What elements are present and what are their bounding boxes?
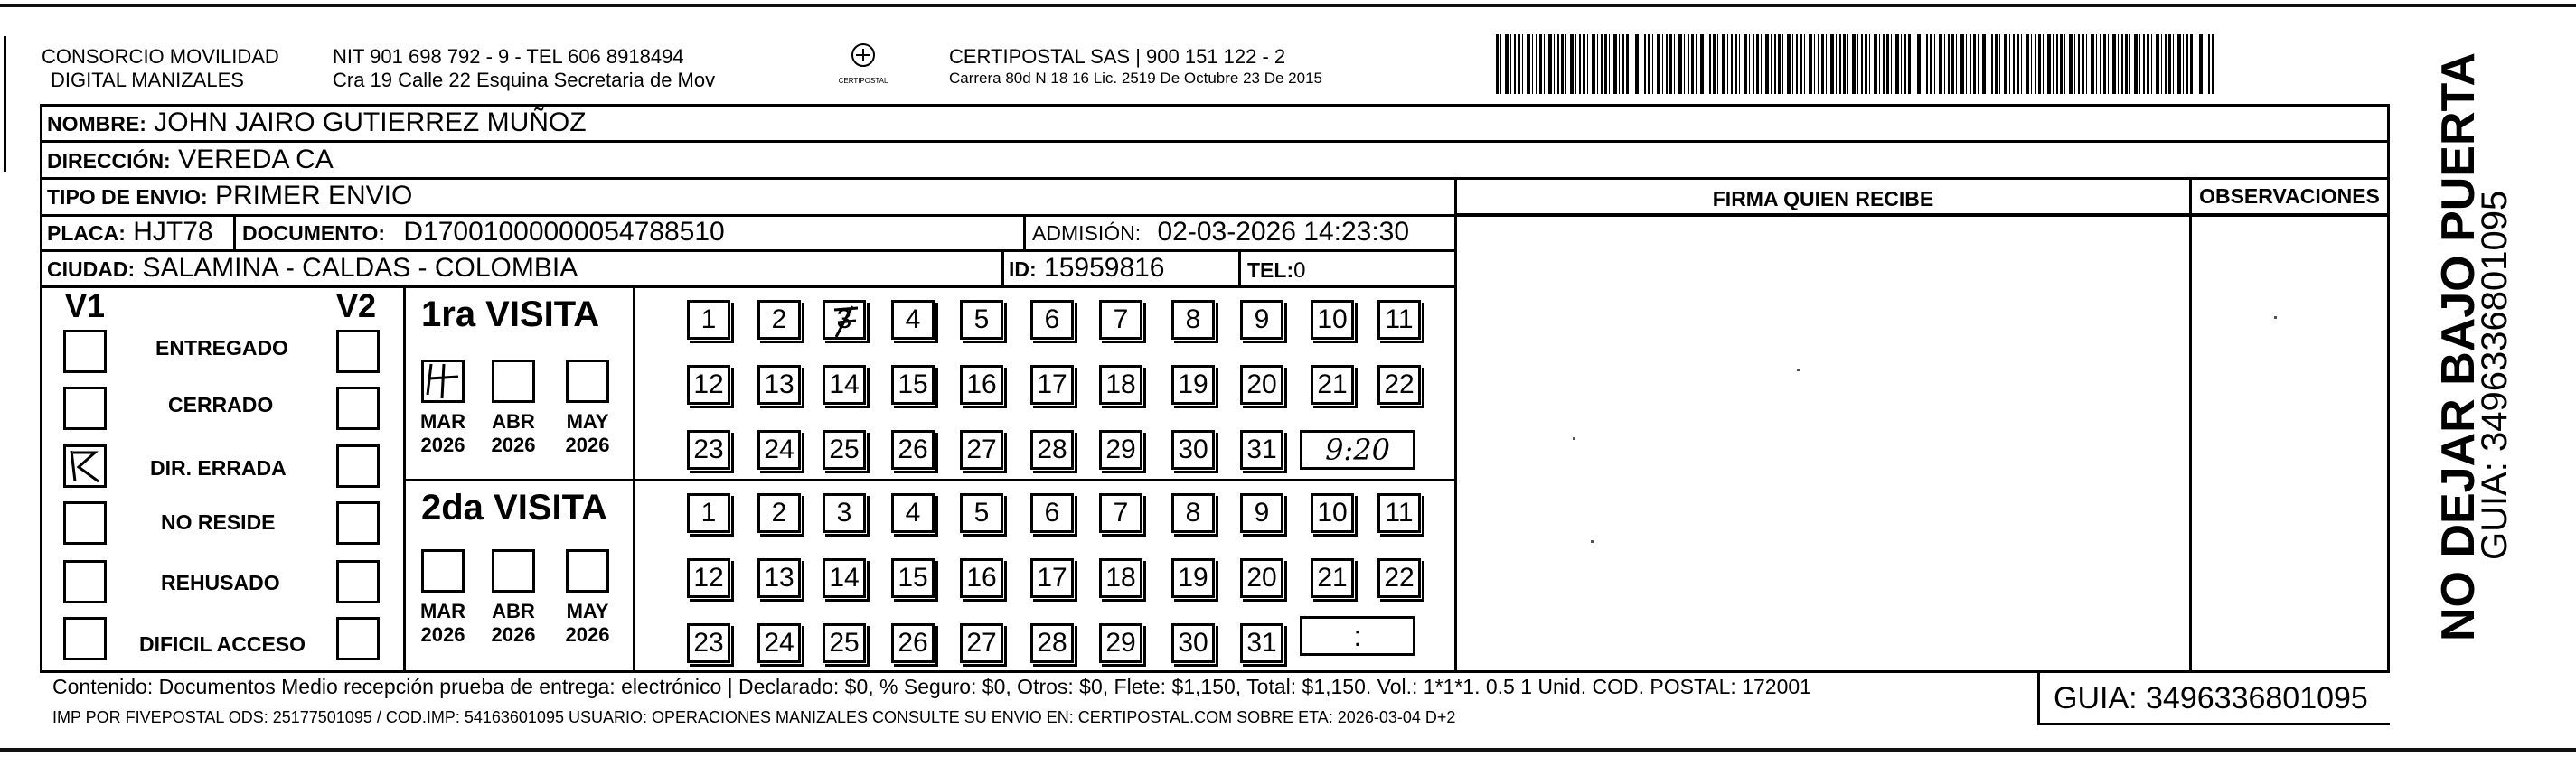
day-number: 29: [1105, 628, 1136, 658]
guia-bottom-line: [2037, 723, 2390, 725]
certipostal-logo: [832, 42, 895, 92]
day-number: 8: [1185, 498, 1201, 528]
day-number: 2: [771, 304, 787, 334]
direccion-value: VEREDA CA: [178, 145, 334, 174]
day-number: 25: [829, 435, 860, 464]
visit2-day-31[interactable]: [1240, 623, 1283, 663]
month-name: MAY: [566, 600, 609, 622]
col-divider: [1454, 177, 1457, 673]
visit2-time[interactable]: [1300, 616, 1415, 656]
row-line: [40, 249, 1456, 252]
visit2-day-28[interactable]: [1030, 623, 1074, 663]
day-number: 24: [764, 435, 794, 464]
visit2-day-6[interactable]: [1030, 493, 1074, 533]
tel-field: [1247, 255, 1305, 286]
day-number: 31: [1246, 628, 1277, 658]
row-line: [40, 140, 2390, 143]
day-number: 1: [700, 304, 717, 334]
visit2-day-9[interactable]: [1240, 493, 1283, 533]
reason-rehusado: REHUSADO: [161, 571, 280, 594]
tipo-label: TIPO DE ENVIO:: [47, 185, 208, 209]
handwritten-mark-icon: [424, 362, 462, 400]
visit1-day-16[interactable]: [960, 365, 1003, 405]
day-number: 29: [1105, 435, 1136, 464]
company-line2: DIGITAL MANIZALES: [51, 69, 244, 91]
company-name: [42, 45, 279, 92]
reason-cerrado: CERRADO: [168, 393, 274, 416]
placa-label: PLACA:: [47, 221, 126, 245]
tipo-row: [47, 181, 412, 212]
visit1-day-12[interactable]: [687, 365, 730, 405]
month-year: 2026: [420, 623, 465, 646]
ciudad-label: CIUDAD:: [47, 257, 136, 281]
visit1-day-20[interactable]: [1240, 365, 1283, 405]
v1-checkbox-entregado[interactable]: [63, 330, 107, 373]
guia-divider: [2037, 670, 2040, 724]
month-name: ABR: [492, 600, 535, 622]
visit2-day-1[interactable]: [687, 493, 730, 533]
day-number: 16: [966, 563, 997, 593]
v2-header: V2: [336, 287, 377, 324]
footer-print-info: IMP POR FIVEPOSTAL ODS: 25177501095 / COD.IMP: 54163601095 USUARIO: OPERACIONES MANIZALES CONSULTE SU ENVIO EN: CERTIPOSTAL.COM SOBRE ETA: 2026-03-04 D+2: [52, 708, 1456, 726]
side-guia: GUIA: 3496336801095: [2475, 190, 2515, 560]
row-line: [40, 285, 1456, 288]
tel-value: 0: [1293, 258, 1306, 283]
v1-checkbox-rehusado[interactable]: [63, 560, 107, 603]
day-number: 25: [829, 628, 860, 658]
v2-checkbox-dificil-acceso[interactable]: [336, 617, 380, 660]
row-line: [1456, 213, 2390, 216]
logo-icon: [845, 42, 881, 72]
id-value: 15959816: [1044, 253, 1165, 283]
day-number: 11: [1385, 304, 1414, 334]
day-number: 14: [829, 369, 860, 399]
visit1-day-24[interactable]: [757, 430, 801, 470]
left-edge-mark: [4, 36, 6, 172]
footer-guia: GUIA: 3496336801095: [2054, 681, 2368, 715]
observaciones-header: OBSERVACIONES: [2199, 184, 2380, 208]
visit2-day-8[interactable]: [1171, 493, 1215, 533]
visit1-month-may-box[interactable]: [566, 360, 609, 403]
reason-dificil-acceso: DIFICIL ACCESO: [139, 632, 306, 656]
visit2-day-5[interactable]: [960, 493, 1003, 533]
day-number: 30: [1178, 628, 1208, 658]
visit2-time-value: :: [1353, 619, 1362, 652]
col-divider: [233, 214, 236, 250]
visit2-day-3[interactable]: [823, 493, 866, 533]
day-number: 12: [693, 369, 724, 399]
visit1-month-mar-box[interactable]: [421, 360, 465, 403]
day-number: 20: [1246, 369, 1277, 399]
tipo-value: PRIMER ENVIO: [214, 181, 413, 210]
ciudad-field: [47, 253, 578, 285]
day-number: 9: [1254, 304, 1270, 334]
visit2-day-13[interactable]: [757, 558, 801, 598]
month-year: 2026: [420, 434, 465, 456]
day-number: 22: [1384, 369, 1415, 399]
day-number: 30: [1178, 435, 1208, 464]
visit2-month-mar-box[interactable]: [421, 549, 465, 593]
documento-value: D17001000000054788510: [403, 217, 725, 247]
visit2-day-17[interactable]: [1030, 558, 1074, 598]
month-name: MAY: [566, 410, 609, 433]
day-number: 23: [693, 435, 724, 464]
visit1-day-14[interactable]: [823, 365, 866, 405]
visit2-day-24[interactable]: [757, 623, 801, 663]
v1-checkbox-cerrado[interactable]: [63, 387, 107, 430]
day-number: 26: [898, 628, 928, 658]
id-label: ID:: [1009, 257, 1037, 281]
col-divider: [1023, 214, 1026, 250]
barcode: [1496, 34, 2214, 94]
month-year: 2026: [491, 623, 536, 646]
visit1-day-25[interactable]: [823, 430, 866, 470]
day-number: 15: [898, 369, 928, 399]
visit1-day-8[interactable]: [1171, 300, 1215, 340]
top-border-line: [0, 4, 2576, 7]
scan-speck: [1797, 369, 1800, 371]
day-number: 18: [1105, 369, 1136, 399]
day-number: 19: [1178, 369, 1208, 399]
day-number: 15: [898, 563, 928, 593]
visit2-day-12[interactable]: [687, 558, 730, 598]
month-year: 2026: [565, 623, 610, 646]
bottom-border-line: [0, 748, 2576, 752]
visit1-day-17[interactable]: [1030, 365, 1074, 405]
day-number: 27: [966, 628, 997, 658]
day-number: 13: [764, 563, 794, 593]
day-number: 3: [836, 304, 852, 334]
carrier-line2: Carrera 80d N 18 16 Lic. 2519 De Octubre 23 De 2015: [949, 70, 1322, 87]
handwritten-mark-icon: [66, 447, 104, 485]
day-number: 3: [836, 498, 852, 528]
handwritten-mark-icon: [825, 303, 865, 339]
visit2-day-27[interactable]: [960, 623, 1003, 663]
direccion-row: [47, 145, 334, 176]
visit1-day-19[interactable]: [1171, 365, 1215, 405]
carrier-info: [949, 45, 1322, 89]
month-year: 2026: [565, 434, 610, 456]
visit1-day-23[interactable]: [687, 430, 730, 470]
visit1-day-27[interactable]: [960, 430, 1003, 470]
visit2-day-19[interactable]: [1171, 558, 1215, 598]
address-line: Cra 19 Calle 22 Esquina Secretaria de Mov: [333, 69, 716, 91]
day-number: 20: [1246, 563, 1277, 593]
visit1-day-3[interactable]: [823, 300, 866, 340]
day-number: 31: [1246, 435, 1277, 464]
day-number: 10: [1317, 498, 1348, 528]
reason-entregado: ENTREGADO: [155, 336, 288, 360]
visit1-day-26[interactable]: [891, 430, 935, 470]
visit2-month-abr-box[interactable]: [492, 549, 535, 593]
day-number: 23: [693, 628, 724, 658]
day-number: 1: [700, 498, 717, 528]
col-divider: [1238, 249, 1241, 285]
v1-checkbox-dir-errada[interactable]: [63, 444, 107, 488]
day-number: 21: [1317, 563, 1348, 593]
day-number: 12: [693, 563, 724, 593]
day-number: 10: [1317, 304, 1348, 334]
carrier-line1: CERTIPOSTAL SAS | 900 151 122 - 2: [949, 45, 1286, 68]
visit2-day-16[interactable]: [960, 558, 1003, 598]
placa-value: HJT78: [133, 217, 213, 247]
visit1-day-29[interactable]: [1099, 430, 1142, 470]
visit1-day-28[interactable]: [1030, 430, 1074, 470]
company-info: [333, 45, 715, 92]
documento-field: [242, 217, 725, 248]
day-number: 22: [1384, 563, 1415, 593]
day-number: 16: [966, 369, 997, 399]
day-number: 27: [966, 435, 997, 464]
day-number: 4: [905, 498, 921, 528]
nombre-label: NOMBRE:: [47, 112, 146, 136]
visit1-day-18[interactable]: [1099, 365, 1142, 405]
visit1-day-7[interactable]: [1099, 300, 1142, 340]
row-line: [40, 177, 2390, 180]
placa-field: [47, 217, 213, 248]
v2-checkbox-cerrado[interactable]: [336, 387, 380, 430]
company-line1: CONSORCIO MOVILIDAD: [42, 45, 279, 68]
scan-speck: [1573, 437, 1575, 440]
visit1-month-mar: [416, 410, 470, 457]
visit2-day-29[interactable]: [1099, 623, 1142, 663]
admision-label: ADMISIÓN:: [1032, 221, 1142, 245]
visit1-month-abr-box[interactable]: [492, 360, 535, 403]
day-number: 18: [1105, 563, 1136, 593]
day-number: 5: [973, 304, 990, 334]
visit2-day-7[interactable]: [1099, 493, 1142, 533]
visit1-day-22[interactable]: [1377, 365, 1421, 405]
visit2-day-4[interactable]: [891, 493, 935, 533]
visit1-day-30[interactable]: [1171, 430, 1215, 470]
v2-checkbox-entregado[interactable]: [336, 330, 380, 373]
day-number: 11: [1385, 498, 1414, 528]
day-number: 8: [1185, 304, 1201, 334]
visit2-day-14[interactable]: [823, 558, 866, 598]
visit2-month-may: [560, 600, 615, 647]
col-divider: [2189, 177, 2192, 673]
visit1-day-15[interactable]: [891, 365, 935, 405]
visit2-day-30[interactable]: [1171, 623, 1215, 663]
visit1-time[interactable]: [1300, 430, 1415, 470]
v1-header: V1: [65, 287, 106, 324]
tel-label: TEL:: [1247, 258, 1294, 282]
visit1-day-11[interactable]: [1377, 300, 1421, 340]
day-number: 14: [829, 563, 860, 593]
reason-no-reside: NO RESIDE: [161, 510, 276, 534]
visit1-day-31[interactable]: [1240, 430, 1283, 470]
nombre-value: JOHN JAIRO GUTIERREZ MUÑOZ: [154, 107, 587, 137]
v1-checkbox-no-reside[interactable]: [63, 501, 107, 545]
footer-contents: Contenido: Documentos Medio recepción prueba de entrega: electrónico | Declarado: $0, % Seguro: $0, Otros: $0, Flete: $1,150, Total: $1,150. Vol.: 1*1*1. 0.5 1 Unid. COD. POSTAL: 172001: [52, 675, 1811, 698]
direccion-label: DIRECCIÓN:: [47, 149, 171, 173]
visit1-day-4[interactable]: [891, 300, 935, 340]
visit2-day-21[interactable]: [1311, 558, 1354, 598]
month-name: MAR: [419, 410, 466, 433]
day-number: 24: [764, 628, 794, 658]
visit1-month-abr: [486, 410, 541, 457]
day-number: 9: [1254, 498, 1270, 528]
no-dejar-bajo-puerta: NO DEJAR BAJO PUERTA: [2432, 51, 2485, 641]
logo-text: CERTIPOSTAL: [838, 77, 888, 85]
day-number: 26: [898, 435, 928, 464]
visit2-day-22[interactable]: [1377, 558, 1421, 598]
day-number: 4: [905, 304, 921, 334]
scan-speck: [1591, 540, 1594, 543]
visit2-month-may-box[interactable]: [566, 549, 609, 593]
visit2-title: 2da VISITA: [421, 488, 607, 528]
documento-label: DOCUMENTO:: [242, 221, 386, 245]
v1-checkbox-dificil-acceso[interactable]: [63, 617, 107, 660]
scan-speck: [2274, 316, 2277, 319]
day-number: 28: [1037, 628, 1067, 658]
day-number: 21: [1317, 369, 1348, 399]
ciudad-value: SALAMINA - CALDAS - COLOMBIA: [142, 253, 578, 283]
visit2-day-15[interactable]: [891, 558, 935, 598]
visit2-day-23[interactable]: [687, 623, 730, 663]
v2-checkbox-no-reside[interactable]: [336, 501, 380, 545]
nit-line: NIT 901 698 792 - 9 - TEL 606 8918494: [333, 45, 684, 68]
day-number: 6: [1044, 304, 1060, 334]
visit1-day-5[interactable]: [960, 300, 1003, 340]
visit1-day-2[interactable]: [757, 300, 801, 340]
visit1-day-6[interactable]: [1030, 300, 1074, 340]
visit1-day-13[interactable]: [757, 365, 801, 405]
day-number: 17: [1037, 563, 1067, 593]
nombre-row: [47, 107, 587, 139]
visit2-month-mar: [416, 600, 470, 647]
v2-checkbox-rehusado[interactable]: [336, 560, 380, 603]
visit2-day-10[interactable]: [1311, 493, 1354, 533]
v2-checkbox-dir-errada[interactable]: [336, 444, 380, 488]
visit1-month-may: [560, 410, 615, 457]
id-field: [1009, 253, 1165, 285]
visit2-month-abr: [486, 600, 541, 647]
firma-header: FIRMA QUIEN RECIBE: [1712, 187, 1934, 210]
visit2-day-18[interactable]: [1099, 558, 1142, 598]
visit2-day-2[interactable]: [757, 493, 801, 533]
col-divider: [1001, 249, 1004, 285]
admision-value: 02-03-2026 14:23:30: [1157, 217, 1410, 247]
visit2-day-26[interactable]: [891, 623, 935, 663]
day-number: 5: [973, 498, 990, 528]
reason-dir-errada: DIR. ERRADA: [150, 456, 287, 480]
visit1-day-21[interactable]: [1311, 365, 1354, 405]
day-number: 19: [1178, 563, 1208, 593]
visit2-day-25[interactable]: [823, 623, 866, 663]
visit1-time-value: 9:20: [1325, 433, 1390, 467]
month-name: MAR: [419, 600, 466, 622]
day-number: 17: [1037, 369, 1067, 399]
day-number: 7: [1113, 498, 1129, 528]
month-name: ABR: [492, 410, 535, 433]
day-number: 7: [1113, 304, 1129, 334]
admision-field: [1032, 217, 1409, 248]
day-number: 2: [771, 498, 787, 528]
visit1-day-9[interactable]: [1240, 300, 1283, 340]
visit-divider: [403, 479, 1455, 481]
visit1-day-10[interactable]: [1311, 300, 1354, 340]
visit1-title: 1ra VISITA: [421, 294, 600, 334]
day-number: 13: [764, 369, 794, 399]
visit1-day-1[interactable]: [687, 300, 730, 340]
visit2-day-20[interactable]: [1240, 558, 1283, 598]
month-year: 2026: [491, 434, 536, 456]
day-number: 6: [1044, 498, 1060, 528]
visit2-day-11[interactable]: [1377, 493, 1421, 533]
day-number: 28: [1037, 435, 1067, 464]
